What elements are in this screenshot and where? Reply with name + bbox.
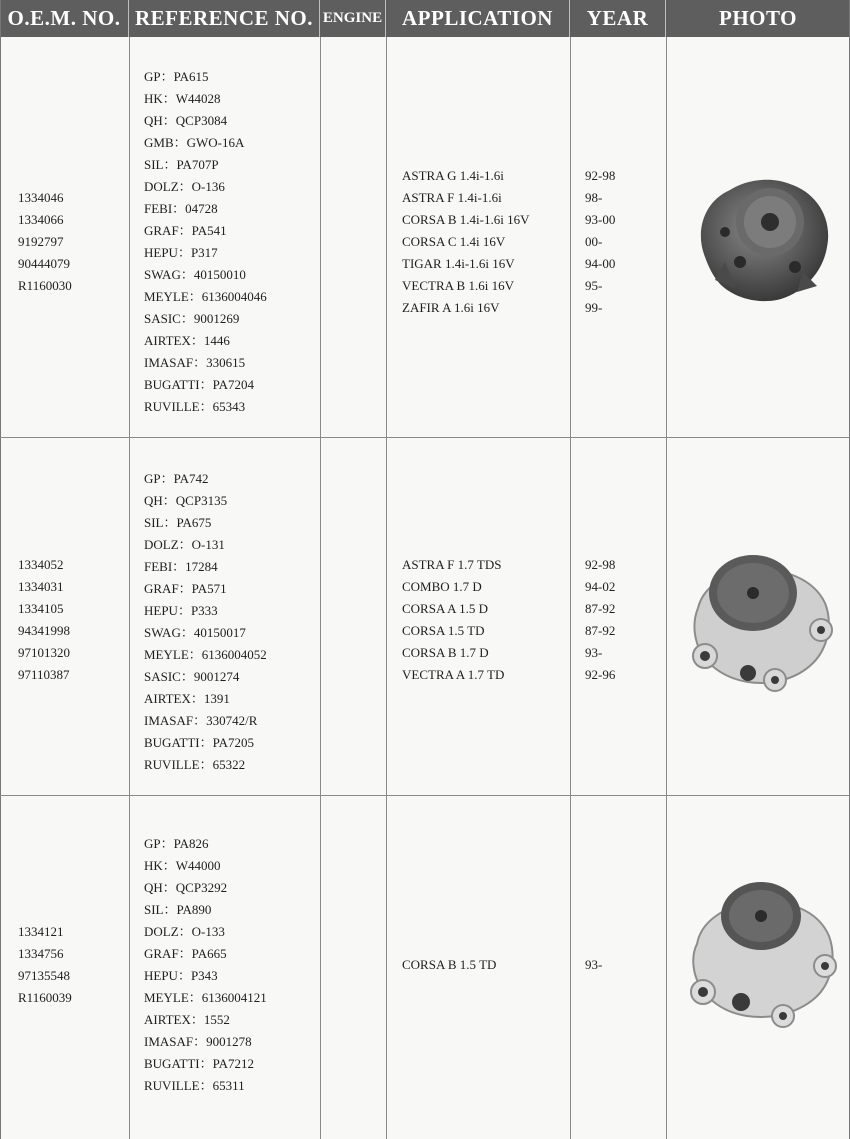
reference-number: MEYLE：6136004121 <box>144 990 267 1005</box>
oem-number: 1334052 <box>18 557 64 572</box>
reference-number: GRAF：PA665 <box>144 946 227 961</box>
application-item: CORSA A 1.5 D <box>402 601 488 616</box>
oem-number: 1334756 <box>18 946 64 961</box>
header-year: YEAR <box>570 0 666 37</box>
reference-number: DOLZ：O-131 <box>144 537 225 552</box>
year-item: 87-92 <box>585 623 616 638</box>
year-item: 99- <box>585 300 603 315</box>
reference-number: GMB：GWO-16A <box>144 135 245 150</box>
oem-numbers <box>18 554 70 686</box>
application-item: ASTRA F 1.7 TDS <box>402 557 502 572</box>
application-item: CORSA 1.5 TD <box>402 623 485 638</box>
year-item: 00- <box>585 234 603 249</box>
application-item: COMBO 1.7 D <box>402 579 482 594</box>
oem-numbers <box>18 921 72 1009</box>
reference-number: HEPU：P333 <box>144 603 218 618</box>
reference-number: DOLZ：O-133 <box>144 924 225 939</box>
reference-number: SIL：PA707P <box>144 157 219 172</box>
reference-number: HK：W44028 <box>144 91 221 106</box>
reference-number: RUVILLE：65311 <box>144 1078 245 1093</box>
application-item: CORSA B 1.5 TD <box>402 957 497 972</box>
reference-number: GP：PA826 <box>144 836 209 851</box>
reference-number: GRAF：PA571 <box>144 581 227 596</box>
oem-number: 97135548 <box>18 968 70 983</box>
reference-number: BUGATTI：PA7204 <box>144 377 255 392</box>
oem-number: 1334105 <box>18 601 64 616</box>
reference-number: SIL：PA675 <box>144 515 212 530</box>
application-item: TIGAR 1.4i-1.6i 16V <box>402 256 515 271</box>
application-item: CORSA C 1.4i 16V <box>402 234 506 249</box>
reference-number: SASIC：9001274 <box>144 669 240 684</box>
oem-number: 90444079 <box>18 256 70 271</box>
reference-number: RUVILLE：65322 <box>144 757 246 772</box>
reference-number: AIRTEX：1391 <box>144 691 230 706</box>
years <box>585 554 615 686</box>
application-item: ASTRA F 1.4i-1.6i <box>402 190 502 205</box>
table-row <box>0 37 850 437</box>
reference-number: BUGATTI：PA7212 <box>144 1056 255 1071</box>
reference-number: SIL：PA890 <box>144 902 212 917</box>
year-item: 93- <box>585 957 603 972</box>
year-item: 87-92 <box>585 601 616 616</box>
reference-number: SASIC：9001269 <box>144 311 240 326</box>
applications <box>402 554 504 686</box>
reference-number: DOLZ：O-136 <box>144 179 225 194</box>
reference-number: SWAG：40150010 <box>144 267 246 282</box>
header-application: APPLICATION <box>386 0 570 37</box>
application-item: VECTRA A 1.7 TD <box>402 667 505 682</box>
reference-numbers <box>144 833 267 1097</box>
years <box>585 165 615 319</box>
reference-numbers <box>144 468 267 776</box>
reference-number: IMASAF：330742/R <box>144 713 258 728</box>
table-row <box>0 796 850 1139</box>
oem-number: 94341998 <box>18 623 70 638</box>
reference-number: BUGATTI：PA7205 <box>144 735 255 750</box>
reference-number: FEBI：17284 <box>144 559 218 574</box>
application-item: ASTRA G 1.4i-1.6i <box>402 168 504 183</box>
oem-number: 1334046 <box>18 190 64 205</box>
reference-number: HEPU：P317 <box>144 245 218 260</box>
header-engine: ENGINE <box>320 0 386 37</box>
reference-number: RUVILLE：65343 <box>144 399 246 414</box>
application-item: ZAFIR A 1.6i 16V <box>402 300 500 315</box>
reference-number: IMASAF：330615 <box>144 355 246 370</box>
year-item: 98- <box>585 190 603 205</box>
year-item: 93- <box>585 645 603 660</box>
water-pump-photo <box>685 162 840 312</box>
applications <box>402 165 530 319</box>
header-reference: REFERENCE NO. <box>129 0 320 37</box>
application-item: VECTRA B 1.6i 16V <box>402 278 514 293</box>
oem-number: 1334066 <box>18 212 64 227</box>
reference-number: FEBI：04728 <box>144 201 218 216</box>
reference-number: QH：QCP3135 <box>144 493 228 508</box>
reference-number: GP：PA615 <box>144 69 209 84</box>
oem-number: 97110387 <box>18 667 70 682</box>
reference-number: QH：QCP3292 <box>144 880 228 895</box>
water-pump-photo <box>683 548 843 698</box>
year-item: 92-96 <box>585 667 616 682</box>
application-item: CORSA B 1.4i-1.6i 16V <box>402 212 530 227</box>
oem-number: R1160039 <box>18 990 72 1005</box>
reference-number: IMASAF：9001278 <box>144 1034 252 1049</box>
applications <box>402 954 496 976</box>
year-item: 95- <box>585 278 603 293</box>
table-row <box>0 438 850 795</box>
year-item: 94-02 <box>585 579 616 594</box>
reference-number: MEYLE：6136004052 <box>144 647 267 662</box>
reference-number: AIRTEX：1552 <box>144 1012 230 1027</box>
oem-number: R1160030 <box>18 278 72 293</box>
reference-number: QH：QCP3084 <box>144 113 228 128</box>
header-oem: O.E.M. NO. <box>0 0 129 37</box>
reference-number: AIRTEX：1446 <box>144 333 230 348</box>
reference-number: HK：W44000 <box>144 858 221 873</box>
years <box>585 954 602 976</box>
application-item: CORSA B 1.7 D <box>402 645 489 660</box>
water-pump-photo <box>683 874 845 1034</box>
oem-number: 1334031 <box>18 579 64 594</box>
header-photo: PHOTO <box>666 0 850 37</box>
reference-number: GP：PA742 <box>144 471 209 486</box>
year-item: 94-00 <box>585 256 616 271</box>
year-item: 92-98 <box>585 557 616 572</box>
reference-number: GRAF：PA541 <box>144 223 227 238</box>
year-item: 92-98 <box>585 168 616 183</box>
oem-number: 97101320 <box>18 645 70 660</box>
reference-number: SWAG：40150017 <box>144 625 246 640</box>
reference-number: MEYLE：6136004046 <box>144 289 267 304</box>
oem-numbers <box>18 187 72 297</box>
year-item: 93-00 <box>585 212 616 227</box>
reference-numbers <box>144 66 267 418</box>
oem-number: 1334121 <box>18 924 64 939</box>
oem-number: 9192797 <box>18 234 64 249</box>
reference-number: HEPU：P343 <box>144 968 218 983</box>
